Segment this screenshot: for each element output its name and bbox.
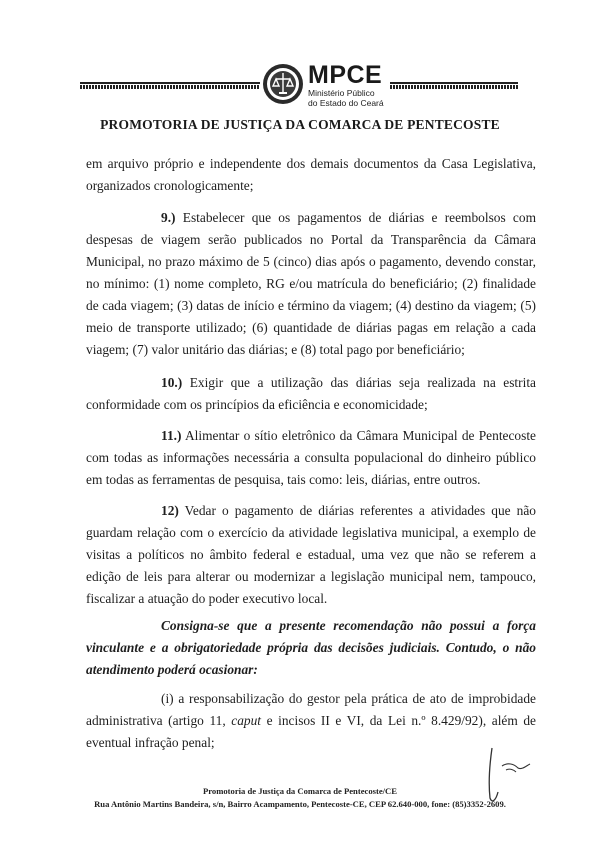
item-9-number: 9.) <box>161 210 176 225</box>
item-i-text-a: (i) a responsabilização do gestor pela prática de ato de improbidade administrativa (artigo 11, <box>86 691 536 728</box>
item-11-number: 11.) <box>161 428 182 443</box>
office-title: PROMOTORIA DE JUSTIÇA DA COMARCA DE PENTECOSTE <box>100 117 500 132</box>
item-9 <box>86 207 536 361</box>
footer-line1: Promotoria de Justiça da Comarca de Pentecoste/CE <box>203 786 397 796</box>
item-10-number: 10.) <box>161 375 183 390</box>
header-rule-right <box>390 82 518 92</box>
consigna-note <box>86 615 536 681</box>
item-10 <box>86 372 536 416</box>
item-11 <box>86 425 536 491</box>
item-10-text: Exigir que a utilização das diárias seja realizada na estrita conformidade com os princípios da eficiência e economicidade; <box>86 375 536 412</box>
brand-block <box>308 62 384 108</box>
item-12-number: 12) <box>161 503 179 518</box>
item-12-text: Vedar o pagamento de diárias referentes a atividades que não guardam relação com o exercício da atividade legislativa municipal, a exemplo de visitas a políticos no âmbito federal e estadual, uma vez que não se referem a edição de leis para alterar ou modernizar a legislação municipal nem, tampouco, fiscalizar a atuação do poder executivo local. <box>86 503 536 606</box>
item-11-text: Alimentar o sítio eletrônico da Câmara Municipal de Pentecoste com todas as informações necessária a consulta populacional do dinheiro público em todas as ferramentas de pesquisa, tais como: leis, diárias, entre outros. <box>86 428 536 487</box>
item-i-text-b: e incisos II e VI, da Lei n.º 8.429/92), além de eventual infração penal; <box>86 713 536 750</box>
continuation-text: em arquivo próprio e independente dos demais documentos da Casa Legislativa, organizados cronologicamente; <box>86 156 536 193</box>
consigna-text: Consigna-se que a presente recomendação não possui a força vinculante e a obrigatoriedade própria das decisões judiciais. Contudo, o não atendimento poderá ocasionar: <box>86 618 536 677</box>
brand-sub-line2: do Estado do Ceará <box>308 98 384 108</box>
paragraph-continuation <box>86 153 536 197</box>
item-i-caput: caput <box>231 713 262 728</box>
footer-line2: Rua Antônio Martins Bandeira, s/n, Bairro Acampamento, Pentecoste-CE, CEP 62.640-000, fone: (85)3352-2609. <box>94 799 506 809</box>
header-rule-left <box>80 82 260 92</box>
item-12 <box>86 500 536 610</box>
brand-name: MPCE <box>308 61 383 89</box>
item-9-text: Estabelecer que os pagamentos de diárias e reembolsos com despesas de viagem serão publicados no Portal da Transparência da Câmara Municipal, no prazo máximo de 5 (cinco) dias após o pagamento, devendo constar, no mínimo: (1) nome completo, RG e/ou matrícula do beneficiário; (2) finalidade de cada viagem; (3) datas de início e término da viagem; (4) destino da viagem; (5) meio de transporte utilizado; (6) quantidade de diárias pagas em relação a cada viagem; (7) valor unitário das diárias; e (8) total pago por beneficiário; <box>86 210 536 357</box>
brand-sub-line1: Ministério Público <box>308 88 375 98</box>
footer <box>0 785 600 811</box>
mpce-seal-icon <box>262 63 304 105</box>
item-i <box>86 688 536 754</box>
